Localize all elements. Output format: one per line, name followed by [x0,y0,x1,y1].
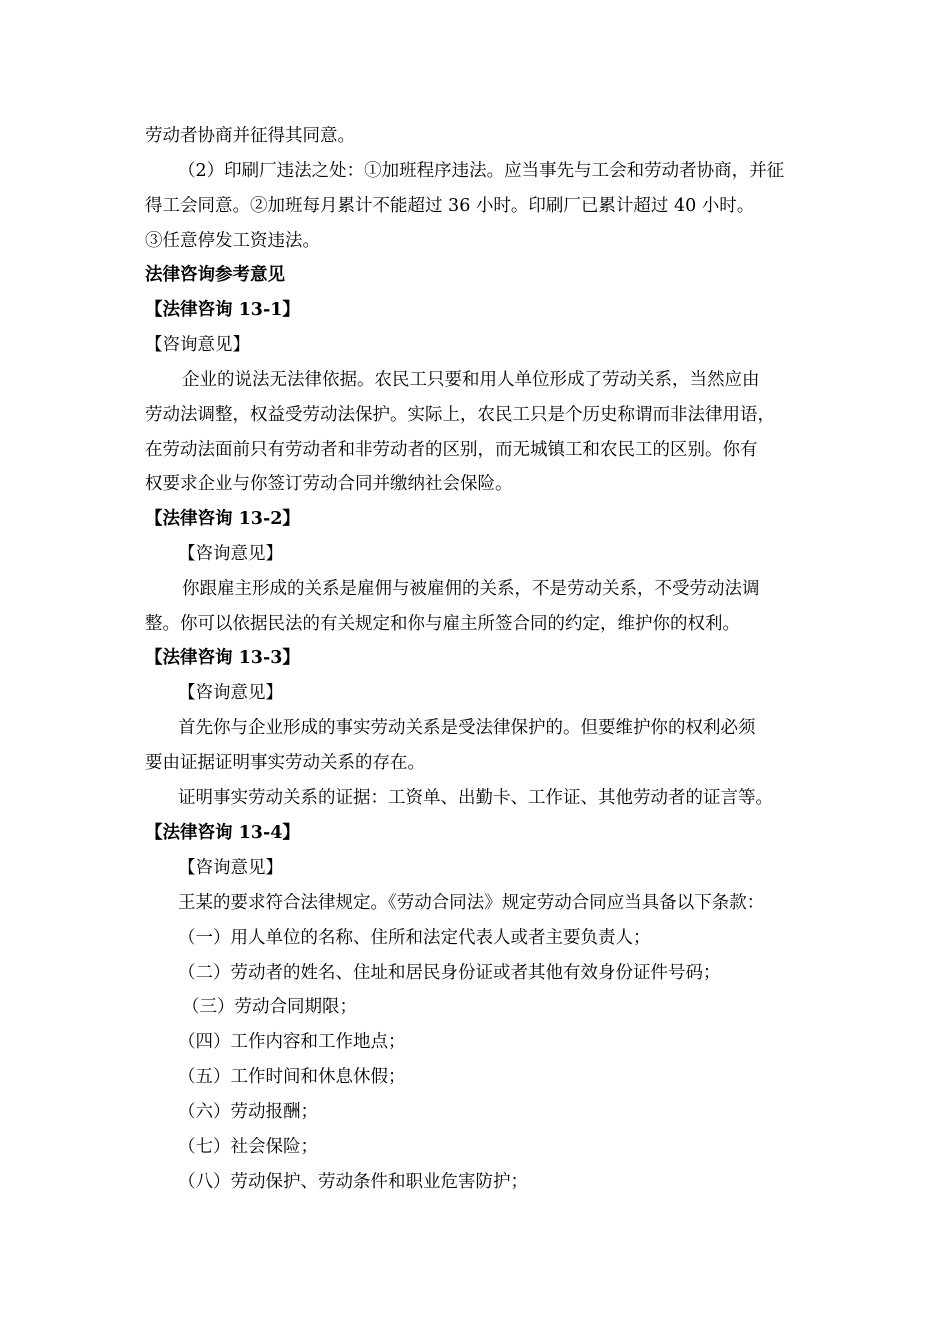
paragraph-line: 证明事实劳动关系的证据：工资单、出勤卡、工作证、其他劳动者的证言等。 [178,788,773,808]
list-item: （二）劳动者的姓名、住址和居民身份证或者其他有效身份证件号码； [178,963,721,983]
paragraph-line: 权要求企业与你签订劳动合同并缴纳社会保险。 [145,474,513,494]
paragraph-line: 劳动者协商并征得其同意。 [145,126,355,146]
paragraph-line: 你跟雇主形成的关系是雇佣与被雇佣的关系，不是劳动关系，不受劳动法调 [182,579,760,599]
list-item: （八）劳动保护、劳动条件和职业危害防护； [178,1172,528,1192]
list-item: （三）劳动合同期限； [182,997,357,1017]
paragraph-line: 企业的说法无法律依据。农民工只要和用人单位形成了劳动关系，当然应由 [182,370,760,390]
consultation-heading-13-1: 【法律咨询 13-1】 [145,300,300,320]
opinion-label: 【咨询意见】 [178,683,283,703]
paragraph-line: 得工会同意。②加班每月累计不能超过 36 小时。印刷厂已累计超过 40 小时。 [145,196,755,216]
paragraph-line: 王某的要求符合法律规定。《劳动合同法》规定劳动合同应当具备以下条款： [178,893,765,913]
paragraph-line: （2）印刷厂违法之处：①加班程序违法。应当事先与工会和劳动者协商，并征 [178,161,785,181]
list-item: （七）社会保险； [178,1137,318,1157]
paragraph-line: 整。你可以依据民法的有关规定和你与雇主所签合同的约定，维护你的权利。 [145,614,740,634]
consultation-heading-13-3: 【法律咨询 13-3】 [145,648,300,668]
section-heading: 法律咨询参考意见 [145,265,285,285]
opinion-label: 【咨询意见】 [178,544,283,564]
opinion-label: 【咨询意见】 [178,858,283,878]
paragraph-line: 要由证据证明事实劳动关系的存在。 [145,753,425,773]
paragraph-line: 首先你与企业形成的事实劳动关系是受法律保护的。但要维护你的权利必须 [178,718,756,738]
consultation-heading-13-2: 【法律咨询 13-2】 [145,509,300,529]
opinion-label: 【咨询意见】 [145,335,250,355]
list-item: （六）劳动报酬； [178,1102,318,1122]
paragraph-line: ③任意停发工资违法。 [145,231,320,251]
paragraph-line: 在劳动法面前只有劳动者和非劳动者的区别，而无城镇工和农民工的区别。你有 [145,440,758,460]
list-item: （四）工作内容和工作地点； [178,1032,406,1052]
consultation-heading-13-4: 【法律咨询 13-4】 [145,823,300,843]
paragraph-line: 劳动法调整，权益受劳动法保护。实际上，农民工只是个历史称谓而非法律用语， [145,405,775,425]
list-item: （一）用人单位的名称、住所和法定代表人或者主要负责人； [178,928,651,948]
list-item: （五）工作时间和休息休假； [178,1067,406,1087]
